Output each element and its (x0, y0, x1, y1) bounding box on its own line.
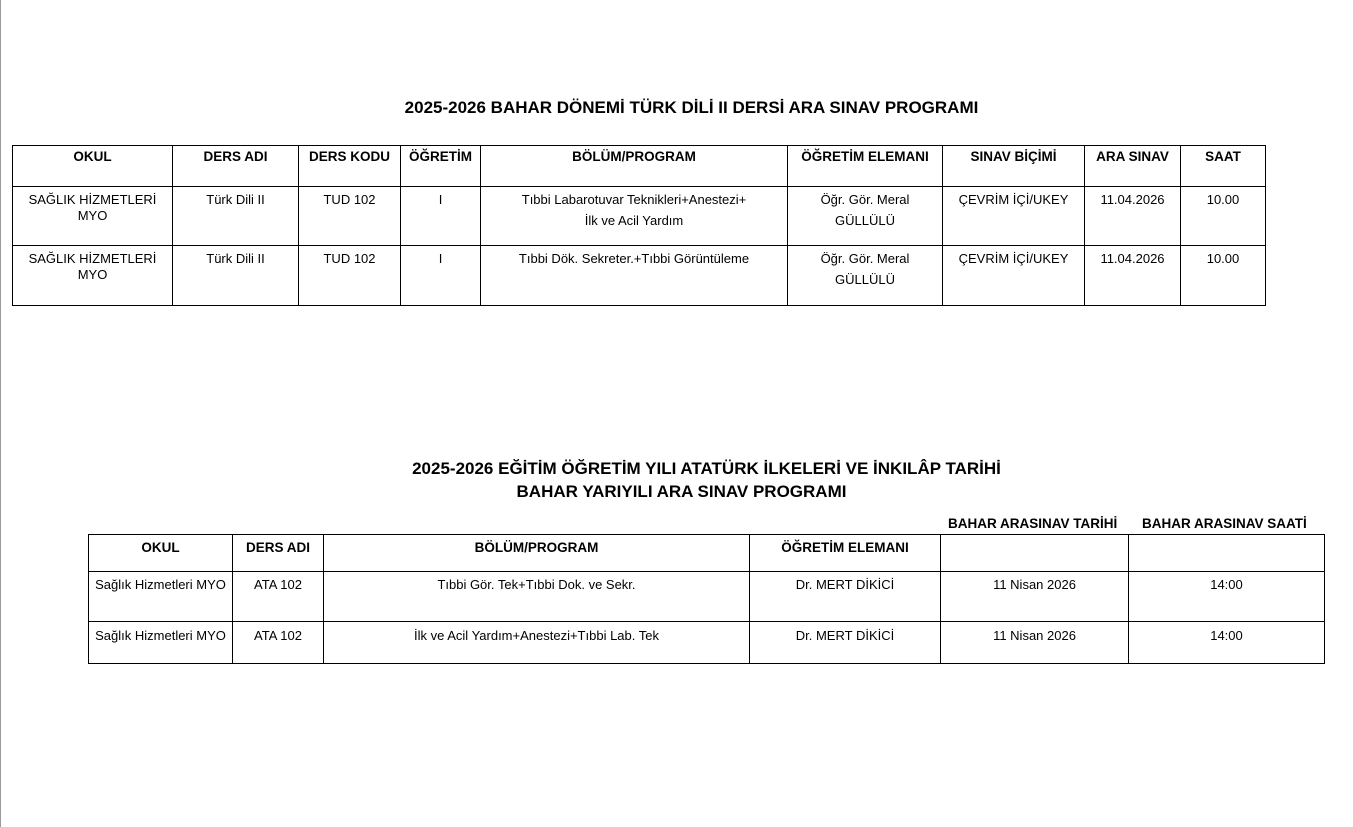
cell-ara-sinav: 11.04.2026 (1085, 246, 1181, 306)
header-okul: OKUL (89, 535, 233, 572)
header-ogretim-elemani: ÖĞRETİM ELEMANI (788, 146, 943, 187)
cell-sinav-bicimi: ÇEVRİM İÇİ/UKEY (943, 187, 1085, 246)
cell-ders-adi: ATA 102 (233, 572, 324, 622)
cell-ogretim-elemani (788, 187, 943, 246)
cell-okul (13, 246, 173, 306)
cell-ders-adi: Türk Dili II (173, 187, 299, 246)
header-saat: SAAT (1181, 146, 1266, 187)
okul-line-2: MYO (77, 208, 108, 223)
cell-bolum-program (481, 187, 788, 246)
turk-dili-exam-title: 2025-2026 BAHAR DÖNEMİ TÜRK DİLİ II DERSİ ARA SINAV PROGRAMI (404, 98, 979, 117)
cell-tarih: 11 Nisan 2026 (941, 572, 1129, 622)
ataturk-exam-table (88, 534, 1325, 664)
cell-okul: Sağlık Hizmetleri MYO (89, 572, 233, 622)
okul-line-1: SAĞLIK HİZMETLERİ (28, 251, 157, 266)
header-ders-adi: DERS ADI (233, 535, 324, 572)
cell-ara-sinav: 11.04.2026 (1085, 187, 1181, 246)
cell-tarih: 11 Nisan 2026 (941, 622, 1129, 664)
table-header-row (89, 535, 1325, 572)
cell-ogretim: I (401, 246, 481, 306)
cell-ogretim-elemani: Dr. MERT DİKİCİ (750, 572, 941, 622)
cell-saat: 14:00 (1129, 572, 1325, 622)
bahar-arasinav-tarihi-header: BAHAR ARASINAV TARİHİ (948, 516, 1118, 531)
eleman-line-1: Öğr. Gör. Meral (820, 251, 910, 266)
cell-ogretim-elemani (788, 246, 943, 306)
cell-saat: 10.00 (1181, 187, 1266, 246)
okul-line-2: MYO (77, 267, 108, 282)
cell-saat: 14:00 (1129, 622, 1325, 664)
cell-ders-adi: ATA 102 (233, 622, 324, 664)
cell-ders-adi: Türk Dili II (173, 246, 299, 306)
table-row (89, 622, 1325, 664)
header-sinav-bicimi: SINAV BİÇİMİ (943, 146, 1085, 187)
header-bolum-program: BÖLÜM/PROGRAM (324, 535, 750, 572)
cell-ogretim-elemani: Dr. MERT DİKİCİ (750, 622, 941, 664)
table-header-row (13, 146, 1266, 187)
header-ogretim: ÖĞRETİM (401, 146, 481, 187)
cell-ogretim: I (401, 187, 481, 246)
header-ders-kodu: DERS KODU (299, 146, 401, 187)
page-left-border (0, 0, 1, 827)
bolum-line-1: Tıbbi Dök. Sekreter.+Tıbbi Görüntüleme (518, 251, 750, 266)
ataturk-exam-title-line-2: BAHAR YARIYILI ARA SINAV PROGRAMI (516, 482, 847, 501)
header-bolum-program: BÖLÜM/PROGRAM (481, 146, 788, 187)
header-tarih-empty (941, 535, 1129, 572)
cell-saat: 10.00 (1181, 246, 1266, 306)
bolum-line-1: Tıbbi Labarotuvar Teknikleri+Anestezi+ (521, 192, 747, 207)
eleman-line-1: Öğr. Gör. Meral (820, 192, 910, 207)
cell-okul (13, 187, 173, 246)
header-ders-adi: DERS ADI (173, 146, 299, 187)
header-okul: OKUL (13, 146, 173, 187)
header-ara-sinav: ARA SINAV (1085, 146, 1181, 187)
cell-okul: Sağlık Hizmetleri MYO (89, 622, 233, 664)
cell-ders-kodu: TUD 102 (299, 246, 401, 306)
cell-bolum-program (481, 246, 788, 306)
cell-bolum-program: Tıbbi Gör. Tek+Tıbbi Dok. ve Sekr. (324, 572, 750, 622)
eleman-line-2: GÜLLÜLÜ (835, 213, 895, 228)
table-row (13, 187, 1266, 246)
eleman-line-2: GÜLLÜLÜ (835, 272, 895, 287)
bolum-line-2: İlk ve Acil Yardım (584, 213, 684, 228)
table-row (13, 246, 1266, 306)
okul-line-1: SAĞLIK HİZMETLERİ (28, 192, 157, 207)
cell-sinav-bicimi: ÇEVRİM İÇİ/UKEY (943, 246, 1085, 306)
ataturk-exam-title-line-1: 2025-2026 EĞİTİM ÖĞRETİM YILI ATATÜRK İLKELERİ VE İNKILÂP TARİHİ (412, 459, 1001, 478)
cell-bolum-program: İlk ve Acil Yardım+Anestezi+Tıbbi Lab. Tek (324, 622, 750, 664)
header-ogretim-elemani: ÖĞRETİM ELEMANI (750, 535, 941, 572)
cell-ders-kodu: TUD 102 (299, 187, 401, 246)
turk-dili-exam-table (12, 145, 1266, 306)
table-row (89, 572, 1325, 622)
bahar-arasinav-saati-header: BAHAR ARASINAV SAATİ (1142, 516, 1307, 531)
header-saat-empty (1129, 535, 1325, 572)
